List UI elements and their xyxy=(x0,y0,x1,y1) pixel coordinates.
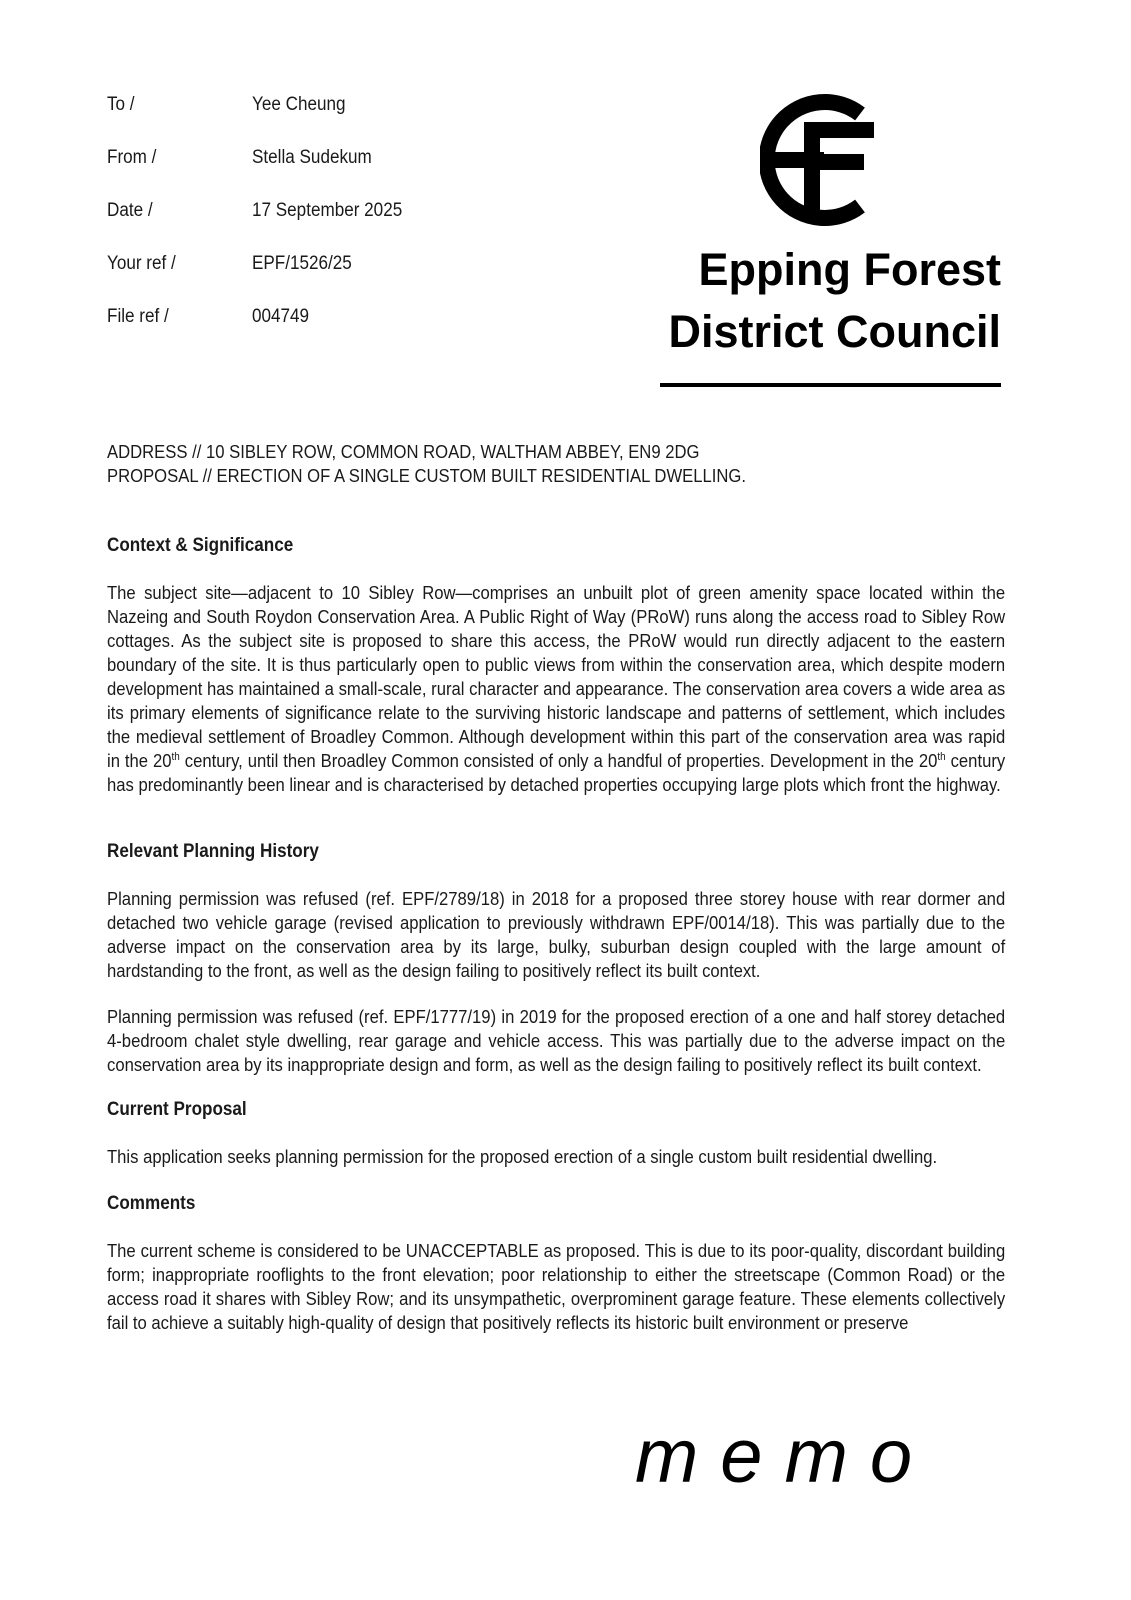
paragraph-current-proposal: This application seeks planning permission for the proposed erection of a single custom built residential dwelling. xyxy=(107,1146,938,1167)
heading-comments: Comments xyxy=(107,1193,196,1214)
to-value: Yee Cheung xyxy=(252,94,346,115)
file-ref-value: 004749 xyxy=(252,306,310,327)
paragraph-comments: The current scheme is considered to be UNACCEPTABLE as proposed. This is due to its poor-quality, discordant building form; inappropriate rooflights to the front elevation; poor relationship to either the streetscape (Common Road) or the access road it shares with Sibley Row; and its unsympathetic, overprominent garage feature. These elements collectively fail to achieve a suitably high-quality of design that positively reflects its historic built environment or preserve xyxy=(107,1240,1006,1333)
context-text-b: century, until then Broadley Common consisted of only a handful of properties. Development in the 20 xyxy=(179,750,938,771)
subject-proposal: PROPOSAL // ERECTION OF A SINGLE CUSTOM BUILT RESIDENTIAL DWELLING. xyxy=(107,465,747,486)
your-ref-label: Your ref / xyxy=(107,253,176,274)
heading-context: Context & Significance xyxy=(107,535,294,556)
org-divider xyxy=(660,383,1001,387)
epping-forest-logo-icon xyxy=(760,92,876,228)
file-ref-label: File ref / xyxy=(107,306,169,327)
context-sup-2: th xyxy=(937,750,946,763)
paragraph-history-2: Planning permission was refused (ref. EPF/1777/19) in 2019 for the proposed erection of a one and half storey detached 4-bedroom chalet style dwelling, rear garage and vehicle access. This was partially due to the adverse impact on the conservation area by its inappropriate design and form, as well as the design failing to positively reflect its built context. xyxy=(107,1006,1006,1075)
date-label: Date / xyxy=(107,200,153,221)
from-label: From / xyxy=(107,147,157,168)
from-value: Stella Sudekum xyxy=(252,147,372,168)
heading-history: Relevant Planning History xyxy=(107,841,319,862)
org-name-line1: Epping Forest xyxy=(698,244,1001,295)
heading-current-proposal: Current Proposal xyxy=(107,1099,247,1120)
paragraph-context xyxy=(107,581,1005,797)
your-ref-value: EPF/1526/25 xyxy=(252,253,352,274)
to-label: To / xyxy=(107,94,135,115)
context-sup-1: th xyxy=(171,750,180,763)
org-name-line2: District Council xyxy=(668,306,1001,357)
memo-footer-label: memo xyxy=(635,1414,935,1499)
subject-address: ADDRESS // 10 SIBLEY ROW, COMMON ROAD, WALTHAM ABBEY, EN9 2DG xyxy=(107,441,700,462)
paragraph-history-1: Planning permission was refused (ref. EPF/2789/18) in 2018 for a proposed three storey house with rear dormer and detached two vehicle garage (revised application to previously withdrawn EPF/0014/18). This was partially due to the adverse impact on the conservation area by its large, bulky, suburban design coupled with the large amount of hardstanding to the front, as well as the design failing to positively reflect its built context. xyxy=(107,888,1006,981)
context-text-c: century has predominantly been linear and is characterised by detached properties occupying large plots which front the highway. xyxy=(107,750,1006,795)
date-value: 17 September 2025 xyxy=(252,200,403,221)
context-text-a: The subject site—adjacent to 10 Sibley Row—comprises an unbuilt plot of green amenity space located within the Nazeing and South Roydon Conservation Area. A Public Right of Way (PRoW) runs along the access road to Sibley Row cottages. As the subject site is proposed to share this access, the PRoW would run directly adjacent to the eastern boundary of the site. It is thus particularly open to public views from within the conservation area, which despite modern development has maintained a small-scale, rural character and appearance. The conservation area covers a wide area as its primary elements of significance relate to the surviving historic landscape and patterns of settlement, which includes the medieval settlement of Broadley Common. Although development within this part of the conservation area was rapid in the 20 xyxy=(107,582,1006,771)
